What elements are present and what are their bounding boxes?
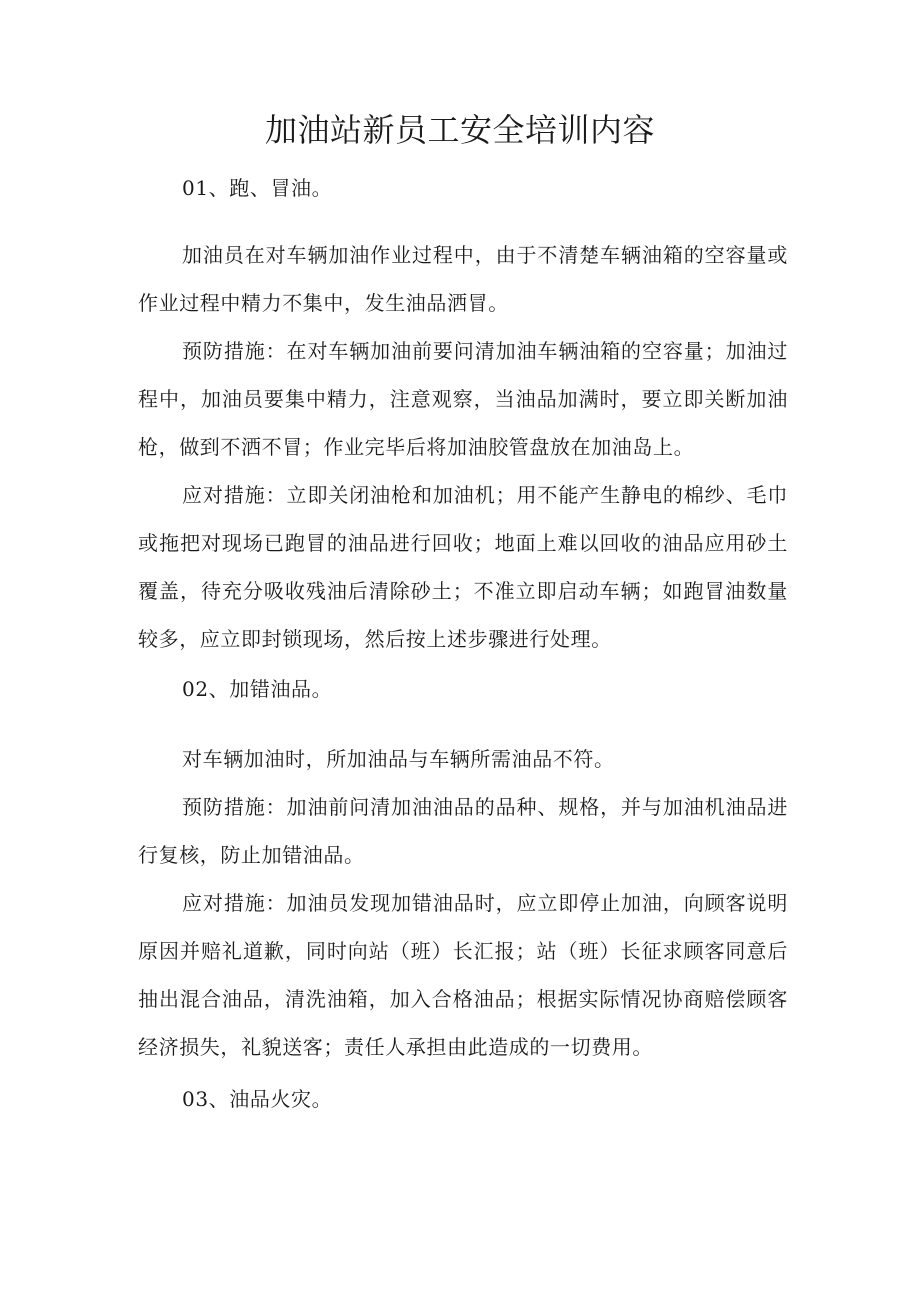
section-heading: 01、跑、冒油。 bbox=[182, 176, 333, 200]
page-title: 加油站新员工安全培训内容 bbox=[264, 111, 655, 149]
prevention-paragraph: 预防措施：在对车辆加油前要问清加油车辆油箱的空容量；加油过程中，加油员要集中精力，注意观察，当油品加满时，要立即关断加油枪，做到不洒不冒；作业完毕后将加油胶管盘放在加油岛上。 bbox=[138, 339, 788, 459]
section-heading: 02、加错油品。 bbox=[182, 677, 333, 701]
prevention-paragraph: 预防措施：加油前问清加油油品的品种、规格，并与加油机油品进行复核，防止加错油品。 bbox=[138, 795, 788, 867]
response-paragraph: 应对措施：立即关闭油枪和加油机；用不能产生静电的棉纱、毛巾或拖把对现场已跑冒的油品进行回收；地面上难以回收的油品应用砂土覆盖，待充分吸收残油后清除砂土；不准立即启动车辆；如跑冒油数量较多，应立即封锁现场，然后按上述步骤进行处理。 bbox=[138, 483, 788, 651]
section-description: 加油员在对车辆加油作业过程中，由于不清楚车辆油箱的空容量或作业过程中精力不集中，发生油品洒冒。 bbox=[138, 243, 788, 315]
response-paragraph: 应对措施：加油员发现加错油品时，应立即停止加油，向顾客说明原因并赔礼道歉，同时向站（班）长汇报；站（班）长征求顾客同意后抽出混合油品，清洗油箱，加入合格油品；根据实际情况协商赔偿顾客经济损失，礼貌送客；责任人承担由此造成的一切费用。 bbox=[138, 891, 788, 1059]
section-description: 对车辆加油时，所加油品与车辆所需油品不符。 bbox=[182, 747, 615, 771]
section-heading: 03、油品火灾。 bbox=[182, 1087, 333, 1111]
